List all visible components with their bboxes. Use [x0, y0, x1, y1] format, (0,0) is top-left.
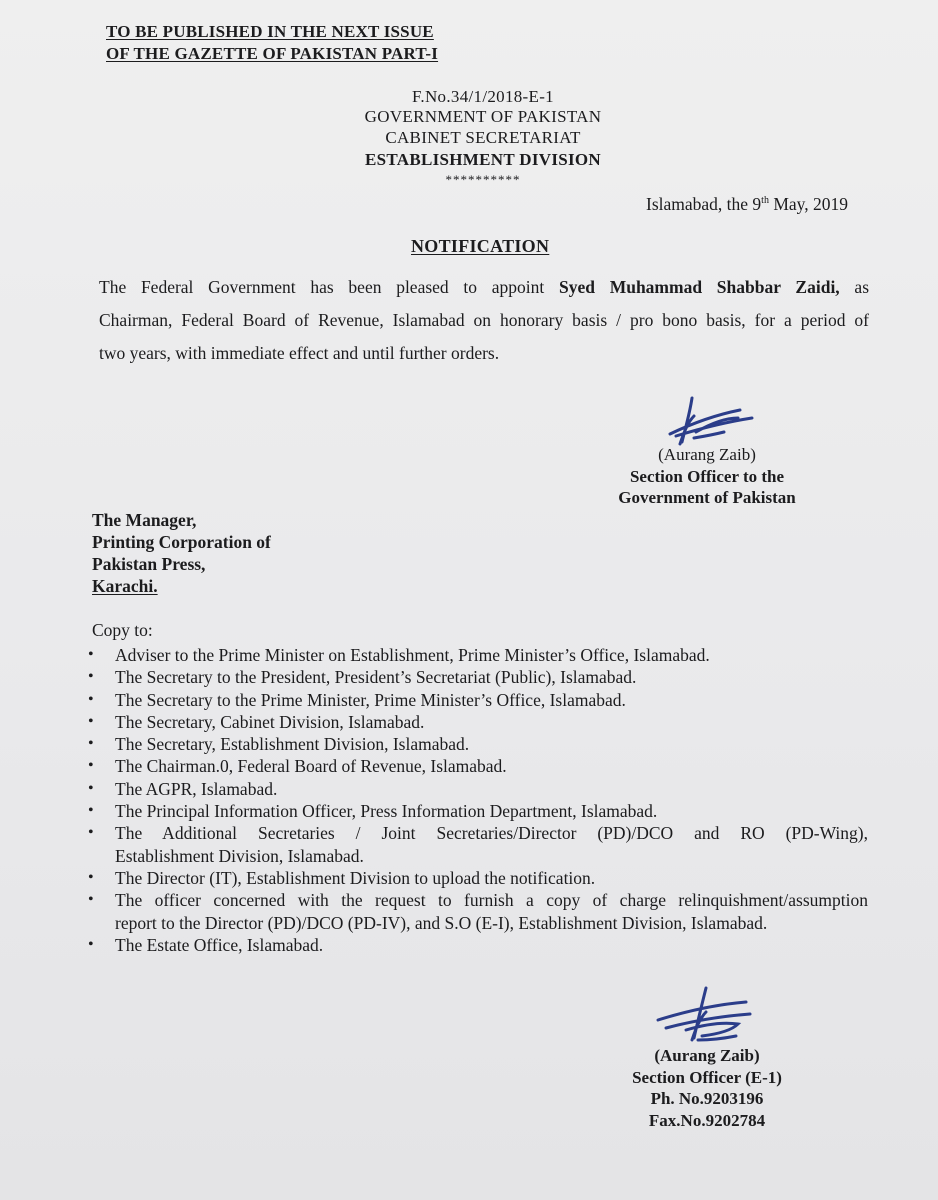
signatory-2-phone: Ph. No.9203196 [650, 1089, 764, 1108]
list-item: • The Chairman.0, Federal Board of Revenue, Islamabad. [88, 755, 868, 777]
date-suffix: th [761, 195, 769, 207]
notification-line-1: The Federal Government has been pleased to appoint Syed Muhammad Shabbar Zaidi, as [99, 277, 869, 297]
list-item: • The AGPR, Islamabad. [88, 778, 868, 800]
signatory-1-block [604, 444, 810, 509]
list-item: • The officer concerned with the request to furnish a copy of charge relinquishment/assumption report to the Director (PD)/DCO (PD-IV), and S.O (E-I), Establishment Division, Islamabad. [88, 889, 868, 934]
stars-divider: ********** [445, 172, 521, 187]
copy-to-heading: Copy to: [92, 620, 153, 640]
signatory-1-title-1: Section Officer to the [629, 466, 785, 486]
addressee-line-2: Printing Corporation of [92, 532, 271, 552]
gazette-header-line2: OF THE GAZETTE OF PAKISTAN PART-I [106, 44, 439, 63]
list-item: • The Secretary, Cabinet Division, Islamabad. [88, 711, 868, 733]
notification-line-3: two years, with immediate effect and until further orders. [99, 343, 500, 363]
appointee-name: Syed Muhammad Shabbar Zaidi, [558, 277, 840, 297]
signatory-2-name: (Aurang Zaib) [654, 1046, 760, 1065]
file-number: F.No.34/1/2018-E-1 [412, 87, 554, 106]
copy-to-list [88, 644, 868, 956]
list-item: • The Estate Office, Islamabad. [88, 934, 868, 956]
government-name: GOVERNMENT OF PAKISTAN [364, 107, 602, 126]
cabinet-secretariat: CABINET SECRETARIAT [385, 128, 581, 147]
list-item: • The Secretary, Establishment Division, Islamabad. [88, 733, 868, 755]
signature-1 [640, 392, 770, 452]
signatory-1-name: (Aurang Zaib) [658, 445, 756, 464]
addressee-line-4: Karachi. [92, 576, 158, 596]
list-item: • The Additional Secretaries / Joint Secretaries/Director (PD)/DCO and RO (PD-Wing), Establishment Division, Islamabad. [88, 822, 868, 867]
list-item: • The Secretary to the Prime Minister, Prime Minister’s Office, Islamabad. [88, 689, 868, 711]
list-item: • The Principal Information Officer, Press Information Department, Islamabad. [88, 800, 868, 822]
date-line [646, 194, 848, 215]
addressee-line-3: Pakistan Press, [92, 554, 206, 574]
signatory-2-title: Section Officer (E-1) [632, 1067, 782, 1087]
date-prefix: Islamabad, the 9 [646, 194, 762, 214]
notification-body [99, 271, 869, 370]
addressee-line-1: The Manager, [92, 510, 197, 530]
signatory-2-fax: Fax.No.9202784 [648, 1110, 766, 1130]
notification-line-2: Chairman, Federal Board of Revenue, Islamabad on honorary basis / pro bono basis, for a period of [99, 310, 869, 330]
signatory-1-title-2: Government of Pakistan [618, 488, 796, 507]
signature-2 [640, 984, 770, 1046]
addressee-block [92, 509, 271, 597]
list-item: • Adviser to the Prime Minister on Establishment, Prime Minister’s Office, Islamabad. [88, 644, 868, 666]
signatory-2-block [604, 1045, 810, 1131]
gazette-header-line1: TO BE PUBLISHED IN THE NEXT ISSUE [106, 22, 434, 41]
date-rest: May, 2019 [768, 194, 849, 214]
establishment-division: ESTABLISHMENT DIVISION [364, 150, 602, 169]
list-item: • The Secretary to the President, President’s Secretariat (Public), Islamabad. [88, 666, 868, 688]
list-item: • The Director (IT), Establishment Division to upload the notification. [88, 867, 868, 889]
notification-title: NOTIFICATION [411, 236, 550, 256]
